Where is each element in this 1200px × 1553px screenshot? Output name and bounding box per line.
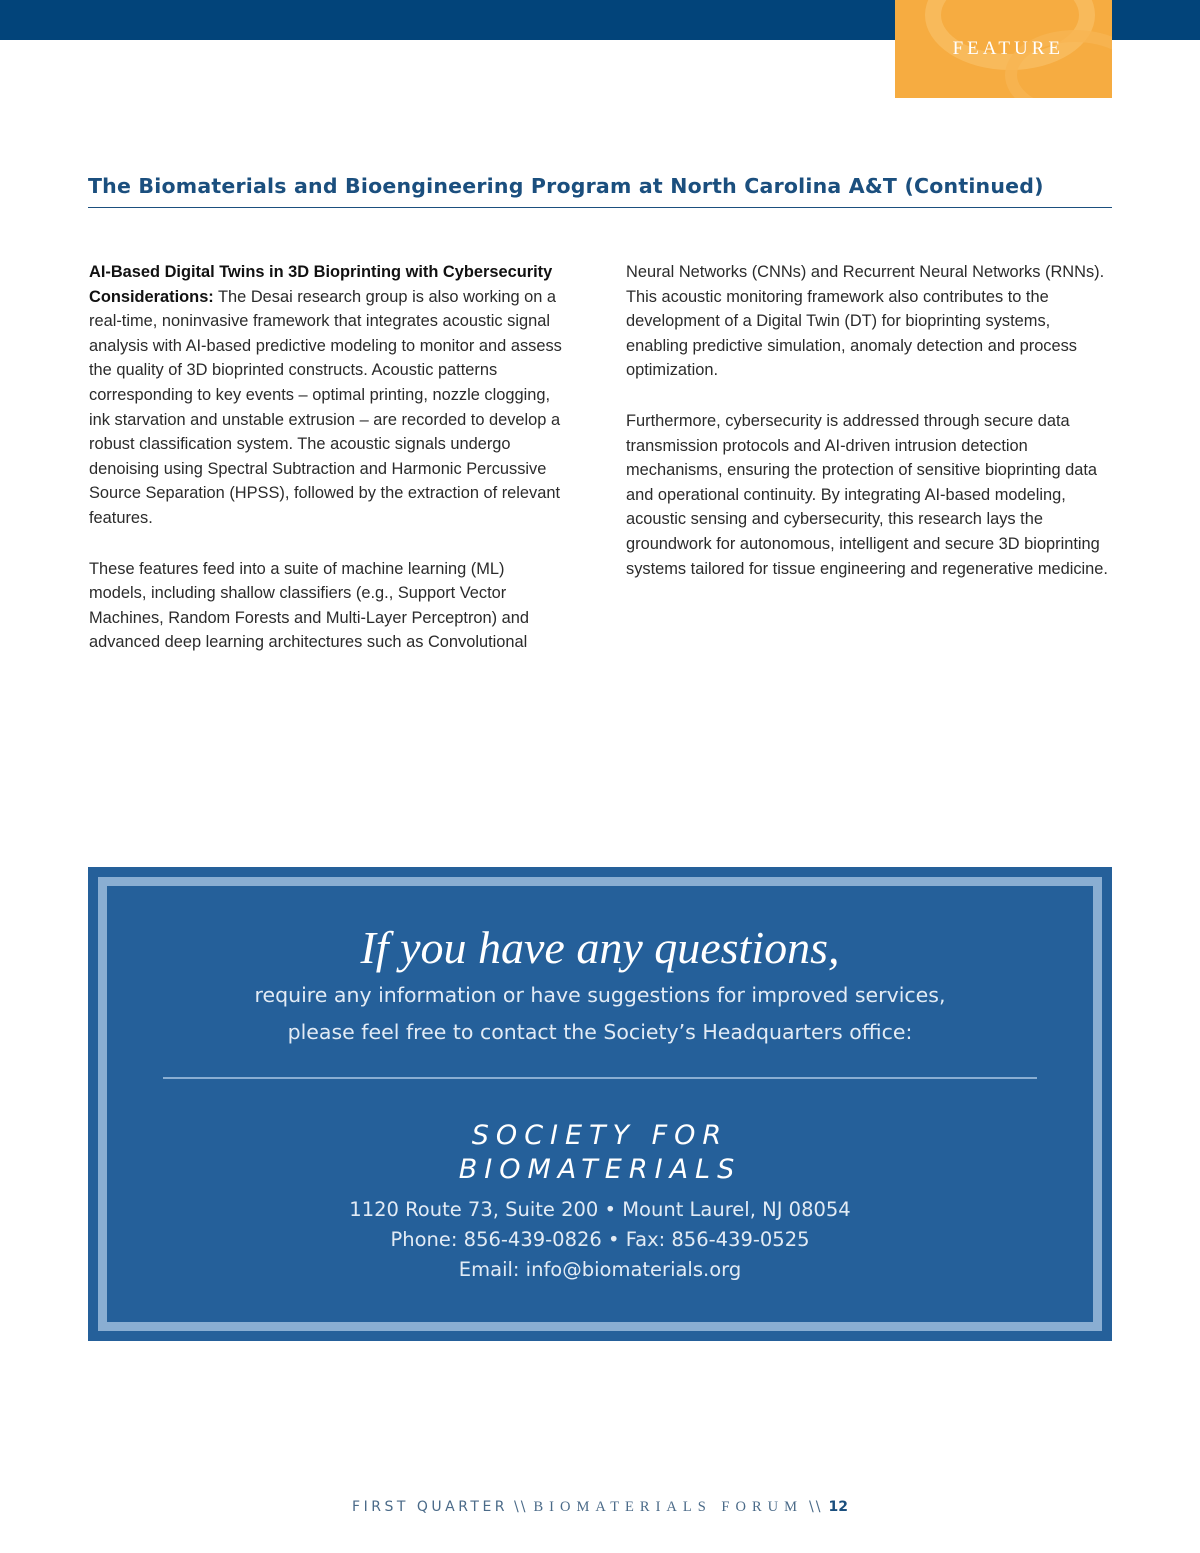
feature-tab <box>895 0 1112 98</box>
contact-divider <box>163 1077 1037 1079</box>
contact-address: 1120 Route 73, Suite 200 • Mount Laurel, NJ 08054 <box>349 1198 851 1221</box>
article-paragraph: Furthermore, cybersecurity is addressed through secure data transmission protocols and AI-driven intrusion detection mechanisms, ensuring the protection of sensitive bioprinting data and operational continuity. By integrating AI-based modeling, acoustic sensing and cybersecurity, this research lays the groundwork for autonomous, intelligent and secure 3D bioprinting systems tailored for tissue engineering and regenerative medicine. <box>626 411 1108 578</box>
page-number: 12 <box>828 1499 848 1515</box>
org-name: BIOMATERIALS <box>458 1154 742 1185</box>
article-column-right <box>626 260 1108 607</box>
article-paragraph: Neural Networks (CNNs) and Recurrent Neural Networks (RNNs). This acoustic monitoring framework also contributes to the development of a Digital Twin (DT) for bioprinting systems, enabling predictive simulation, anomaly detection and process optimization. <box>626 263 1105 380</box>
contact-subtext: require any information or have suggestions for improved services, <box>254 983 946 1007</box>
footer-publication: BIOMATERIALS FORUM <box>533 1499 804 1515</box>
article-column-left <box>89 260 563 681</box>
article-title: The Biomaterials and Bioengineering Program at North Carolina A&T (Continued) <box>88 174 1044 198</box>
footer-quarter: FIRST QUARTER <box>352 1499 509 1515</box>
contact-phone[interactable]: Phone: 856-439-0826 • Fax: 856-439-0525 <box>390 1228 810 1251</box>
contact-box <box>88 867 1112 1341</box>
section-label: FEATURE <box>952 38 1064 59</box>
article-subhead: AI-Based Digital Twins in 3D Bioprinting with Cybersecurity Considerations: <box>89 263 553 306</box>
contact-heading: If you have any questions, <box>360 922 840 973</box>
contact-subtext: please feel free to contact the Society’s Headquarters office: <box>287 1020 913 1044</box>
footer-separator: \\ <box>514 1499 528 1515</box>
title-divider <box>88 207 1112 208</box>
org-name: SOCIETY FOR <box>471 1120 729 1151</box>
article-paragraph <box>89 260 563 531</box>
contact-email-link[interactable]: Email: info@biomaterials.org <box>458 1258 742 1281</box>
page-footer <box>0 1499 1200 1516</box>
article-paragraph: These features feed into a suite of machine learning (ML) models, including shallow classifiers (e.g., Support Vector Machines, Random Forests and Multi-Layer Perceptron) and advanced deep learning architectures such as Convolutional <box>89 559 530 652</box>
paragraph-text: The Desai research group is also working on a real-time, noninvasive framework that integrates acoustic signal analysis with AI-based predictive modeling to monitor and assess the quality of 3D bioprinted constructs. Acoustic patterns corresponding to key events – optimal printing, nozzle clogging, ink starvation and unstable extrusion – are recorded to develop a robust classification system. The acoustic signals undergo denoising using Spectral Subtraction and Harmonic Percussive Source Separation (HPSS), followed by the extraction of relevant features. <box>89 287 562 527</box>
footer-separator: \\ <box>809 1499 823 1515</box>
